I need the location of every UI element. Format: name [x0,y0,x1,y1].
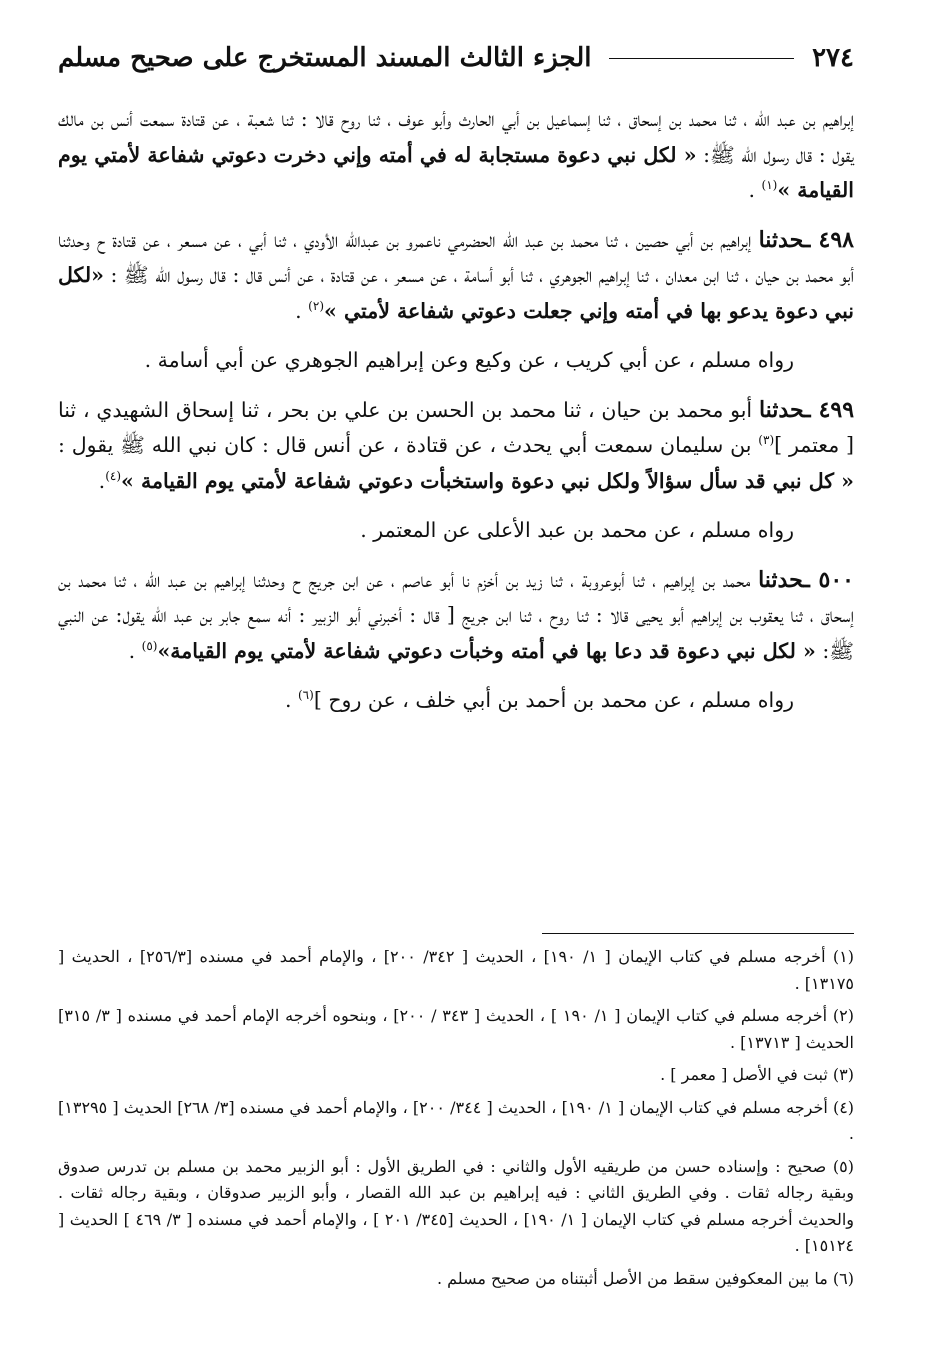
riwaya-500: رواه مسلم ، عن محمد بن أحمد بن أبي خلف ، عن روح ]$^{(٦)}$ . [284,688,794,712]
hadith-matn: «لكل نبي دعوة يدعو بها في أمته وإني جعلت دعوتي شفاعة لأمتي » [58,263,854,323]
haddathana-label: حدثنا [758,396,805,423]
footnote-ref: (٦) [297,688,314,703]
footnote-5: (٥) صحيح : وإسناده حسن من طريقيه الأول والثاني : في الطريق الأول : أبو الزبير محمد بن مسلم بن تدرس صدوق وبقية رجاله ثقات . وفي الطريق الثاني : فيه إبراهيم بن عبد الله القصار ، وأبو الزبير صدوقان ، وبقية رجاله ثقات . والحديث أخرجه مسلم في كتاب الإيمان [ ١/ ١٩٠] ، الحديث [٣٤٥/ ٢٠١ ] ، والإمام أحمد في مسنده [ ٣/ ٤٦٩ ] الحديث [ ١٥١٢٤] . [58,1156,855,1255]
haddathana-label: حدثنا [758,226,804,253]
haddathana-label: حدثنا [758,566,804,593]
footnote-ref: (٤) [105,468,122,483]
header-rule [609,58,794,59]
footnote-3: (٣) ثبت في الأصل [ معمر ] . [660,1065,854,1084]
riwaya-498: رواه مسلم ، عن أبي كريب ، عن وكيع وعن إبراهيم الجوهري عن أبي أسامة . [144,348,794,372]
footnote-ref: (٢) [308,298,324,313]
paragraph-continuation: إبراهيم بن عبد الله ، ثنا محمد بن إسحاق ، ثنا إسماعيل بن أبي الحارث وأبو عوف ، ثنا روح قالا : ثنا شعبة ، عن قتادة سمعت أنس بن مالك يقول : قال رسول الله ﷺ: « لكل نبي دعوة مستجابة له في أمته وإني دخرت دعوتي شفاعة لأمتي يوم القيامة »$^{(١)}$ . [58,107,855,202]
page-number: ٢٧٤ [812,43,854,73]
hadith-498: ٤٩٨ ـحدثنا إبراهيم بن أبي حصين ، ثنا محمد بن عبد الله الحضرمي ناعمرو بن عبدالله الأودي ، ثنا أبي ، عن مسعر ، عن قتادة ح وحدثنا أبو محمد بن حيان ، ثنا ابن معدان ، ثنا إبراهيم الجوهري ، ثنا أبو أسامة ، عن مسعر ، عن قتادة ، عن أنس قال : قال رسول الله ﷺ : «لكل نبي دعوة يدعو بها في أمته وإني جعلت دعوتي شفاعة لأمتي »$^{(٢)}$ . [58,226,854,323]
hadith-number: ٤٩٨ ـ [803,226,854,253]
footnote-4: (٤) أخرجه مسلم في كتاب الإيمان [ ١/ ١٩٠] ، الحديث [ ٣٤٤/ ٢٠٠] ، والإمام أحمد في مسنده [٣/ ٢٦٨] الحديث [ ١٣٢٩٥] . [58,1097,855,1143]
main-text [58,102,854,719]
riwaya-499: رواه مسلم ، عن محمد بن عبد الأعلى عن المعتمر . [360,518,794,542]
footnote-ref: (٥) [141,638,158,653]
book-page [58,36,854,1330]
footnote-6: (٦) ما بين المعكوفين سقط من الأصل أثبتناه من صحيح مسلم . [436,1268,854,1288]
running-title: الجزء الثالث المسند المستخرج على صحيح مسلم [58,43,592,73]
footnote-ref: (١) [761,178,778,193]
footnote-ref: (٣) [758,433,775,448]
footnote-1: (١) أخرجه مسلم في كتاب الإيمان [ ١/ ١٩٠] ، الحديث [ ٣٤٢/ ٢٠٠] ، والإمام أحمد في مسنده [٢٥٦/٣] ، الحديث [ ١٣١٧٥] . [58,947,855,993]
footnote-separator [542,933,854,934]
hadith-matn: « لكل نبي دعوة مستجابة له في أمته وإني دخرت دعوتي شفاعة لأمتي يوم القيامة » [58,142,854,202]
hadith-number: ٤٩٩ ـ [804,396,855,423]
hadith-number: ٥٠٠ ـ [803,566,854,593]
hadith-matn: « كل نبي قد سأل سؤالاً ولكل نبي دعوة واستخبأت دعوتي شفاعة لأمتي يوم القيامة » [121,468,854,493]
hadith-499: ٤٩٩ ـحدثنا أبو محمد بن حيان ، ثنا محمد بن الحسن بن علي بن بحر ، ثنا إسحاق الشهيدي ، ثنا [ معتمر ]$^{(٣)}$ بن سليمان سمعت أبي يحدث ، عن قتادة ، عن أنس قال : كان نبي الله ﷺ يقول : « كل نبي قد سأل سؤالاً ولكل نبي دعوة واستخبأت دعوتي شفاعة لأمتي يوم القيامة »$^{(٤)}$. [58,396,855,493]
page-header [58,36,854,80]
hadith-500: ٥٠٠ ـحدثنا محمد بن إبراهيم ، ثنا أبوعروبة ، ثنا زيد بن أخزم نا أبو عاصم ، عن ابن جريج ح وحدثنا إبراهيم بن عبد الله ، ثنا محمد بن إسحاق ، ثنا يعقوب بن إبراهيم أبو يحيى قالا : ثنا روح ، ثنا ابن جريج [ قال : أخبرني أبو الزبير : أنه سمع جابر بن عبد الله يقول: عن النبي ﷺ: « لكل نبي دعوة قد دعا بها في أمته وخبأت دعوتي شفاعة لأمتي يوم القيامة»$^{(٥)}$ . [58,566,854,663]
footnote-2: (٢) أخرجه مسلم في كتاب الإيمان [ ١/ ١٩٠ ] ، الحديث [ ٣٤٣ / ٢٠٠] ، وبنحوه أخرجه الإمام أحمد في مسنده [ ٣/ ٣١٥] الحديث [ ١٣٧١٣] . [58,1006,854,1052]
footnotes [58,944,854,1298]
hadith-matn: « لكل نبي دعوة قد دعا بها في أمته وخبأت دعوتي شفاعة لأمتي يوم القيامة» [157,638,816,663]
